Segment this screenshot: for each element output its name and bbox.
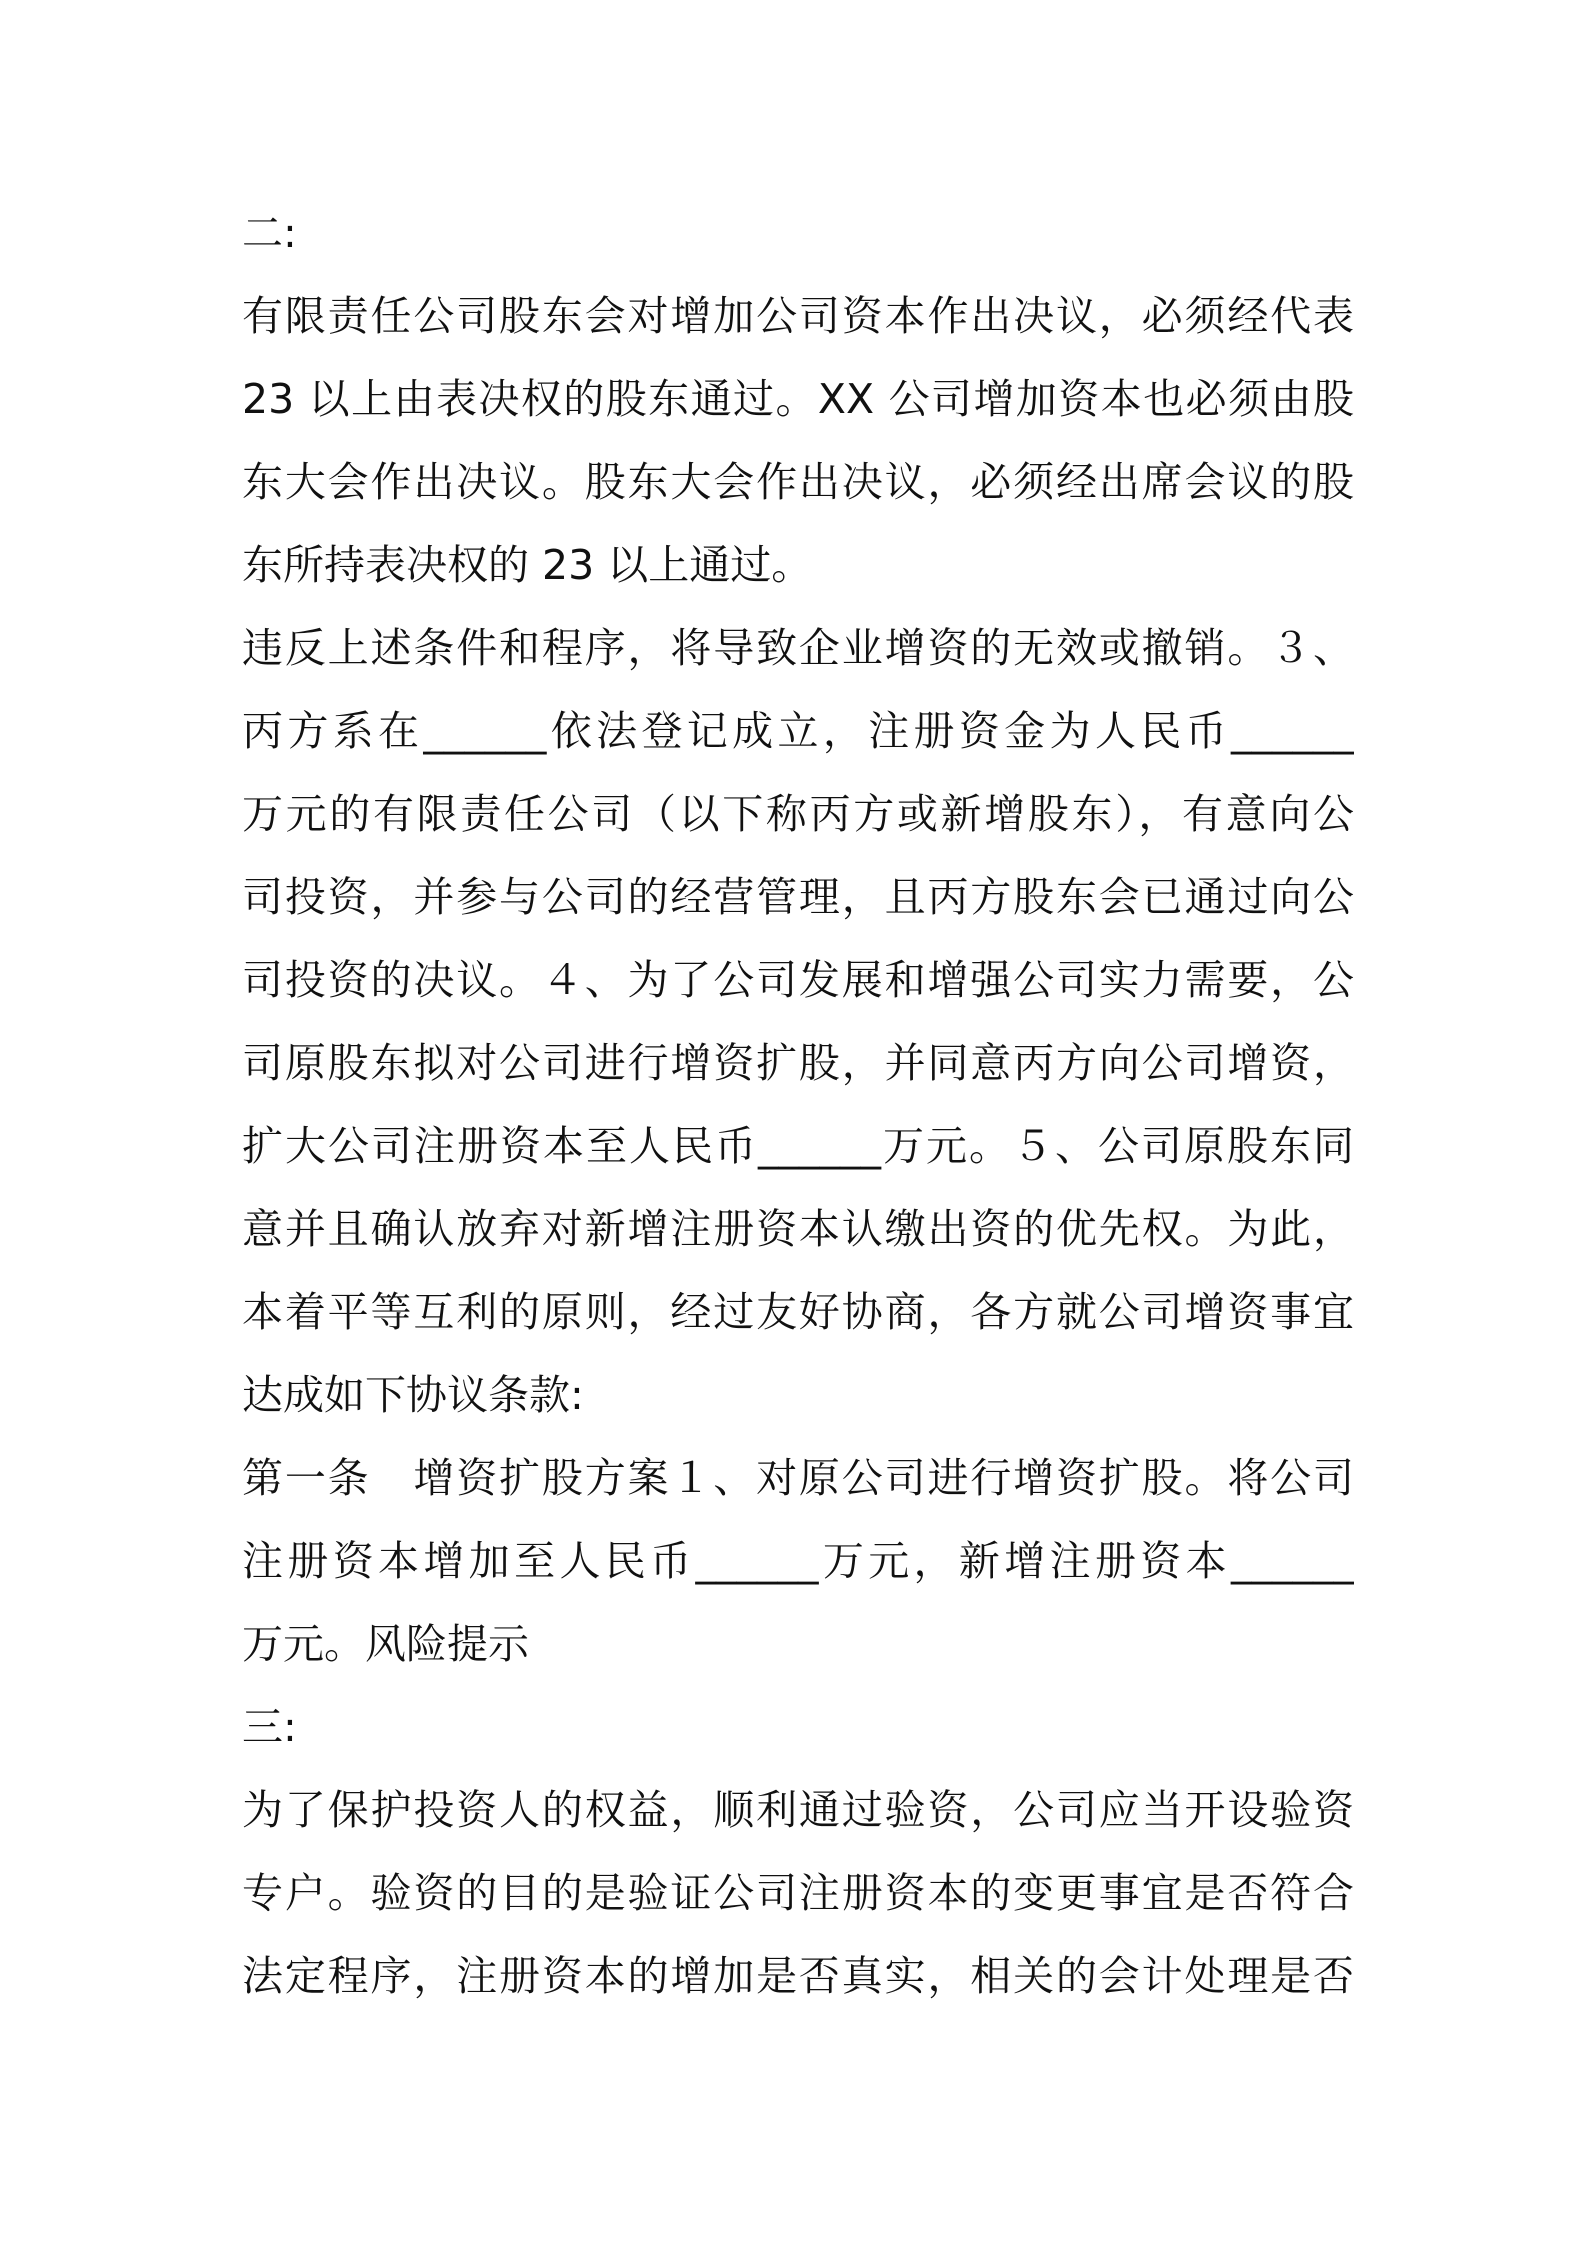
text-line-5: 违反上述条件和程序，将导致企业增资的无效或撤销。３、 xyxy=(242,624,1354,672)
text-line-3: 东大会作出决议。股东大会作出决议，必须经出席会议的股 xyxy=(242,458,1354,506)
text-line-4: 东所持表决权的 23 以上通过。 xyxy=(242,541,813,589)
text-line-7: 万元的有限责任公司（以下称丙方或新增股东），有意向公 xyxy=(242,790,1354,838)
text-line-6: 丙方系在______依法登记成立，注册资金为人民币______ xyxy=(242,707,1354,755)
text-line-8: 司投资，并参与公司的经营管理，且丙方股东会已通过向公 xyxy=(242,873,1354,921)
text-line-20: 专户。验资的目的是验证公司注册资本的变更事宜是否符合 xyxy=(242,1869,1354,1917)
text-line-17: 万元。风险提示 xyxy=(242,1620,529,1668)
text-line-1: 有限责任公司股东会对增加公司资本作出决议，必须经代表 xyxy=(242,292,1354,340)
text-line-16: 注册资本增加至人民币______万元，新增注册资本______ xyxy=(242,1537,1354,1585)
text-line-21: 法定程序，注册资本的增加是否真实，相关的会计处理是否 xyxy=(242,1952,1354,2000)
text-line-13: 本着平等互利的原则，经过友好协商，各方就公司增资事宜 xyxy=(242,1288,1354,1336)
text-line-2: 23 以上由表决权的股东通过。XX 公司增加资本也必须由股 xyxy=(242,375,1354,423)
text-line-10: 司原股东拟对公司进行增资扩股，并同意丙方向公司增资， xyxy=(242,1039,1354,1087)
section-heading-two: 二: xyxy=(242,209,297,257)
text-line-12: 意并且确认放弃对新增注册资本认缴出资的优先权。为此， xyxy=(242,1205,1354,1253)
text-line-19: 为了保护投资人的权益，顺利通过验资，公司应当开设验资 xyxy=(242,1786,1354,1834)
text-line-11: 扩大公司注册资本至人民币______万元。５、公司原股东同 xyxy=(242,1122,1354,1170)
document-body xyxy=(242,192,1354,2018)
text-line-15: 第一条 增资扩股方案１、对原公司进行增资扩股。将公司 xyxy=(242,1454,1354,1502)
text-line-14: 达成如下协议条款: xyxy=(242,1371,584,1419)
text-line-9: 司投资的决议。４、为了公司发展和增强公司实力需要，公 xyxy=(242,956,1354,1004)
section-heading-three: 三: xyxy=(242,1703,297,1751)
